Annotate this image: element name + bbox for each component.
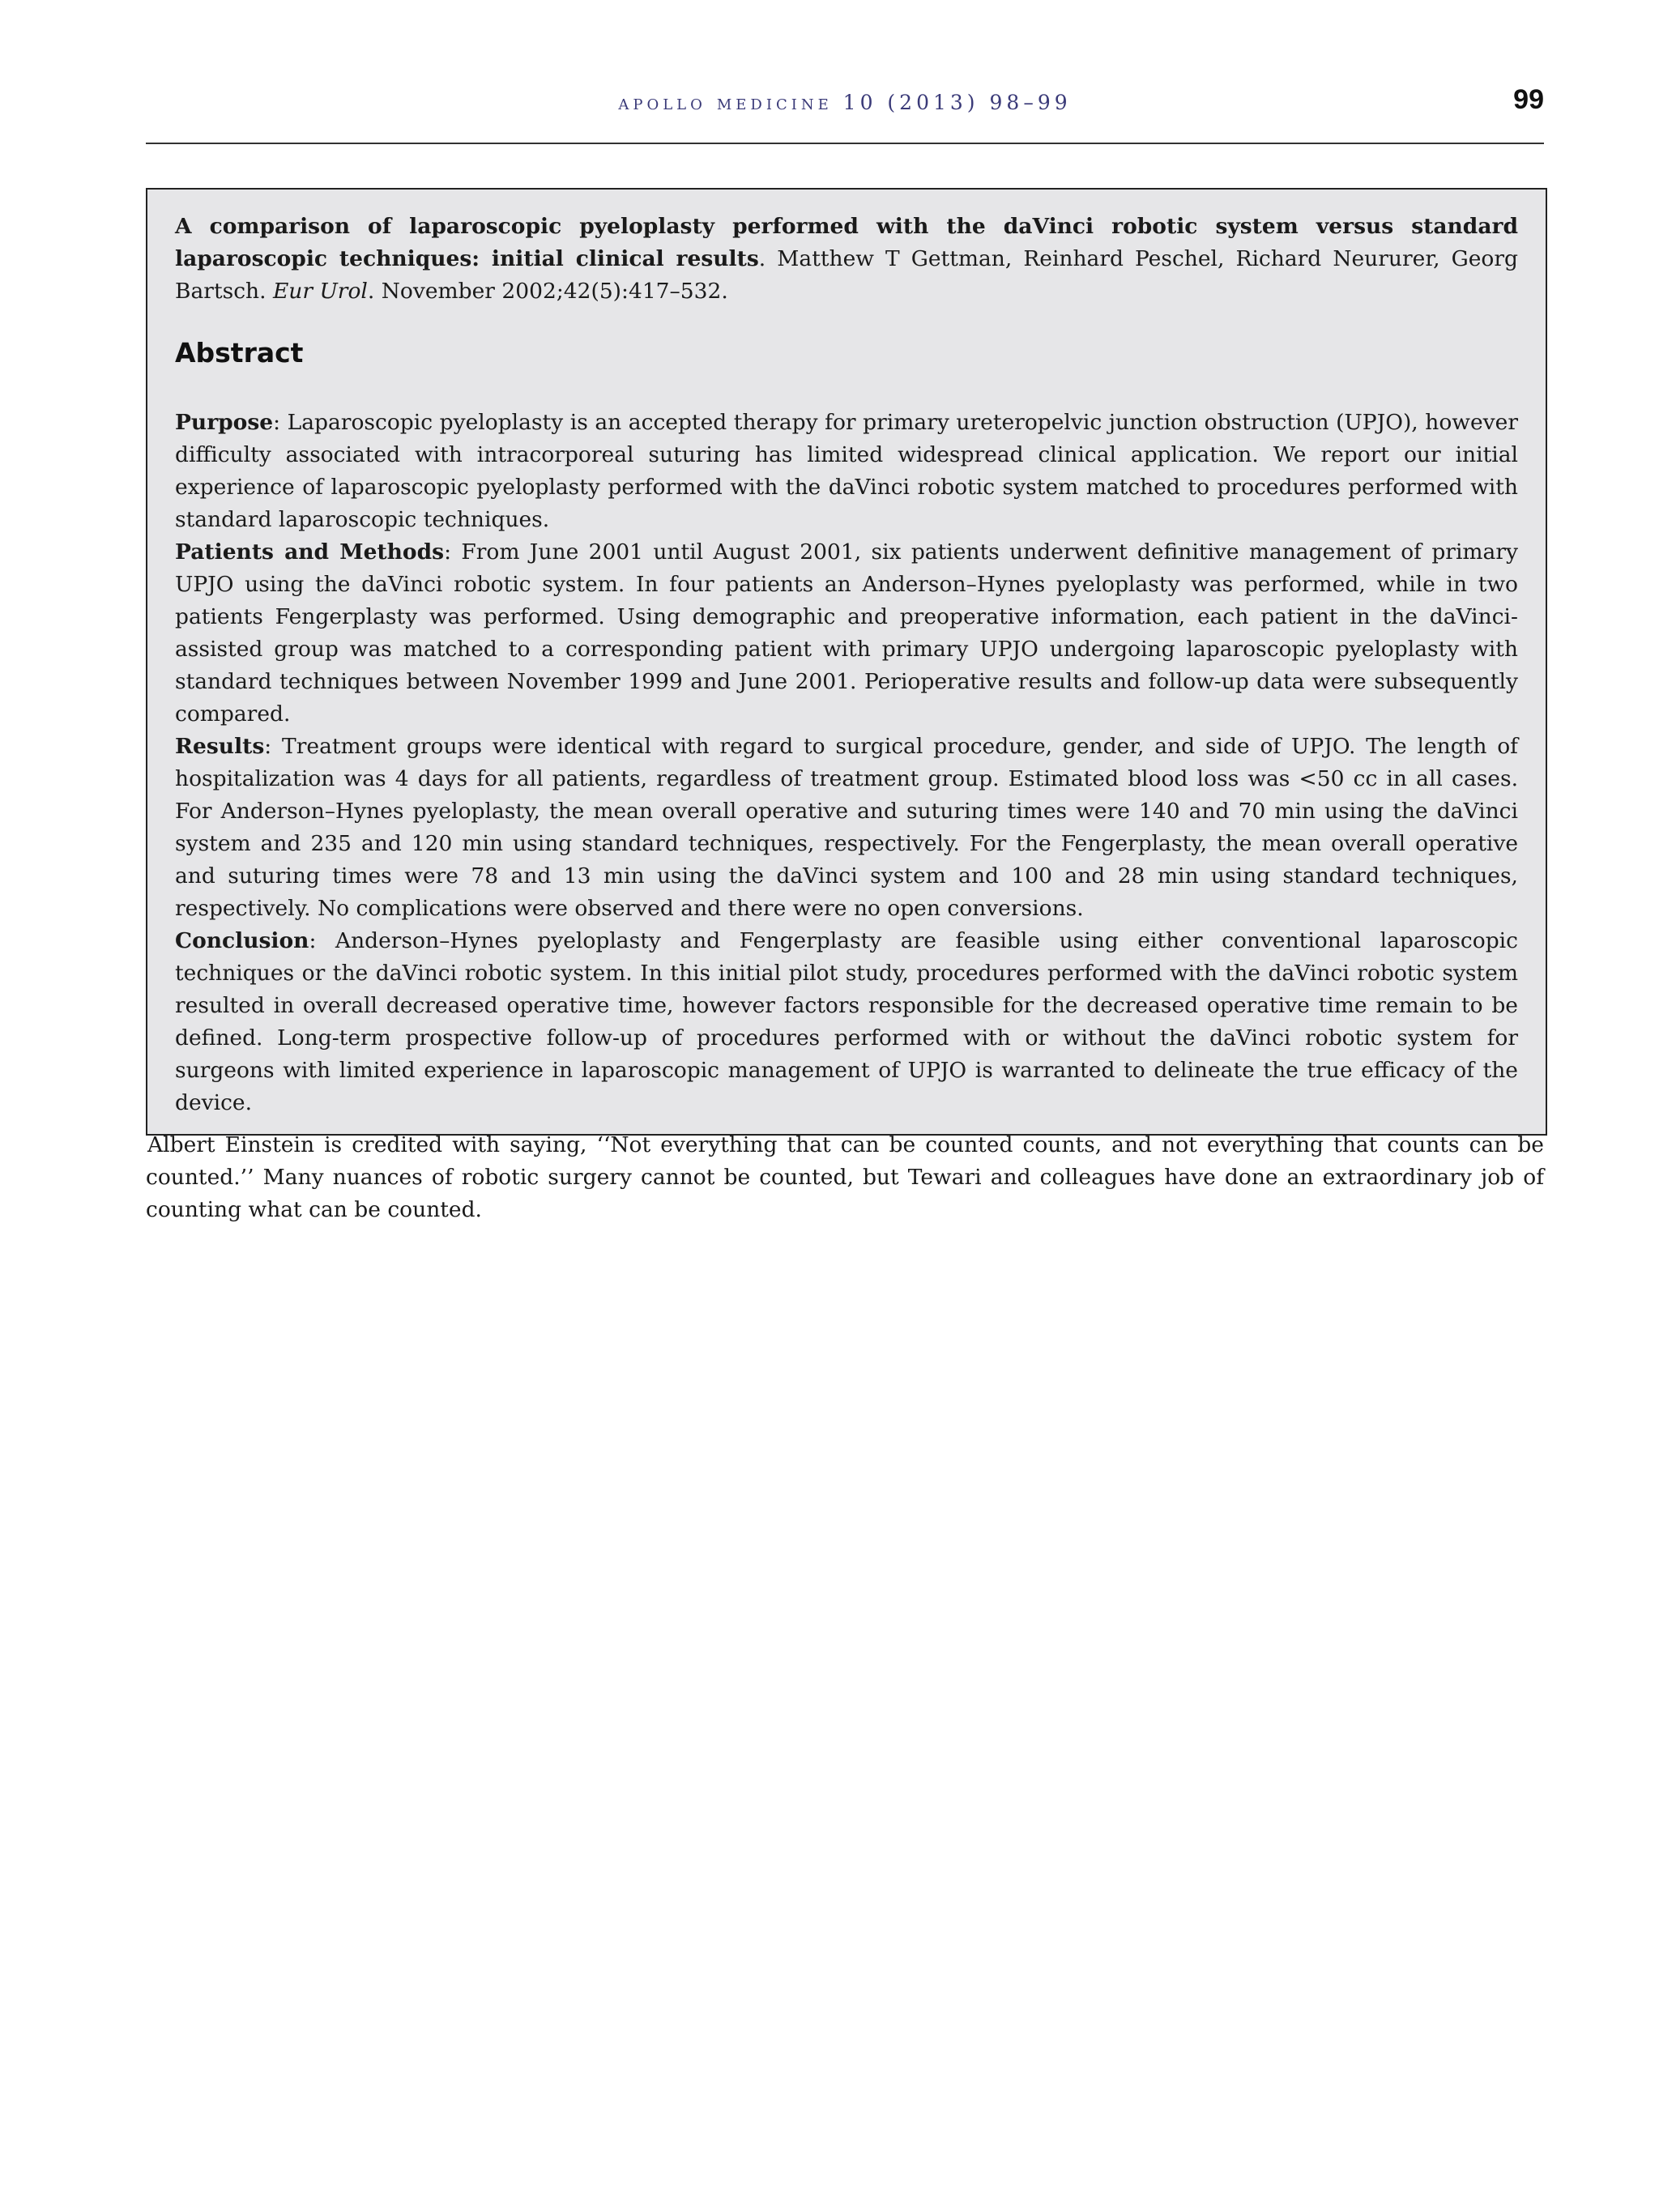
journal-header: apollo medicine 10 (2013) 98–99 — [618, 91, 1072, 114]
running-header — [146, 84, 1544, 123]
citation-authors: . Matthew T Gettman, Reinhard Peschel, Richard Neururer, Georg Bartsch. — [175, 246, 1519, 304]
abstract-conclusion — [175, 925, 1518, 1119]
section-text: : Anderson–Hynes pyeloplasty and Fengerplasty are feasible using either conventional laparoscopic techniques or the daVinci robotic system. In this initial pilot study, procedures performed with the daVinci robotic system resulted in overall decreased operative time, however factors responsible for the decreased operative time remain to be defined. Long-term prospective follow-up of procedures performed with or without the daVinci robotic system for surgeons with limited experience in laparoscopic management of UPJO is warranted to delineate the true efficacy of the device. — [175, 928, 1518, 1115]
citation — [175, 211, 1518, 308]
section-text: : Treatment groups were identical with regard to surgical procedure, gender, and side of UPJO. The length of hospitalization was 4 days for all patients, regardless of treatment group. Estimated blood loss was <50 cc in all cases. For Anderson–Hynes pyeloplasty, the mean overall operative and suturing times were 140 and 70 min using the daVinci system and 235 and 120 min using standard techniques, respectively. For the Fengerplasty, the mean overall operative and suturing times were 78 and 13 min using the daVinci system and 100 and 28 min using standard techniques, respectively. No complications were observed and there were no open conversions. — [175, 734, 1518, 921]
section-label: Results — [175, 734, 265, 759]
abstract-heading: Abstract — [175, 337, 304, 369]
page-number: 99 — [1513, 84, 1544, 115]
section-text: : From June 2001 until August 2001, six patients underwent definitive management of primary UPJO using the daVinci robotic system. In four patients an Anderson–Hynes pyeloplasty was performed, while in two patients Fengerplasty was performed. Using demographic and preoperative information, each patient in the daVinci-assisted group was matched to a corresponding patient with primary UPJO undergoing laparoscopic pyeloplasty with standard techniques between November 1999 and June 2001. Perioperative results and follow-up data were subsequently compared. — [175, 539, 1518, 727]
section-label: Patients and Methods — [175, 539, 445, 565]
citation-title: A comparison of laparoscopic pyeloplasty performed with the daVinci robotic system versus standard laparoscopic techniques: initial clinical results — [175, 214, 1518, 271]
citation-journal: Eur Urol — [272, 279, 368, 304]
abstract-purpose — [175, 407, 1518, 536]
abstract-box — [146, 188, 1547, 1136]
citation-details: . November 2002;42(5):417–532. — [367, 279, 728, 304]
header-rule — [146, 143, 1544, 144]
abstract-results — [175, 731, 1518, 925]
section-label: Purpose — [175, 410, 274, 435]
body-paragraph: Albert Einstein is credited with saying, ‘‘Not everything that can be counted counts, and not everything that counts can be counted.’’ Many nuances of robotic surgery cannot be counted, but Tewari and colleagues have done an extraordinary job of counting what can be counted. — [146, 1132, 1544, 1222]
section-text: : Laparoscopic pyeloplasty is an accepted therapy for primary ureteropelvic junction obstruction (UPJO), however difficulty associated with intracorporeal suturing has limited widespread clinical application. We report our initial experience of laparoscopic pyeloplasty performed with the daVinci robotic system matched to procedures performed with standard laparoscopic techniques. — [175, 410, 1518, 532]
abstract-patients-methods — [175, 536, 1518, 731]
section-label: Conclusion — [175, 928, 309, 953]
